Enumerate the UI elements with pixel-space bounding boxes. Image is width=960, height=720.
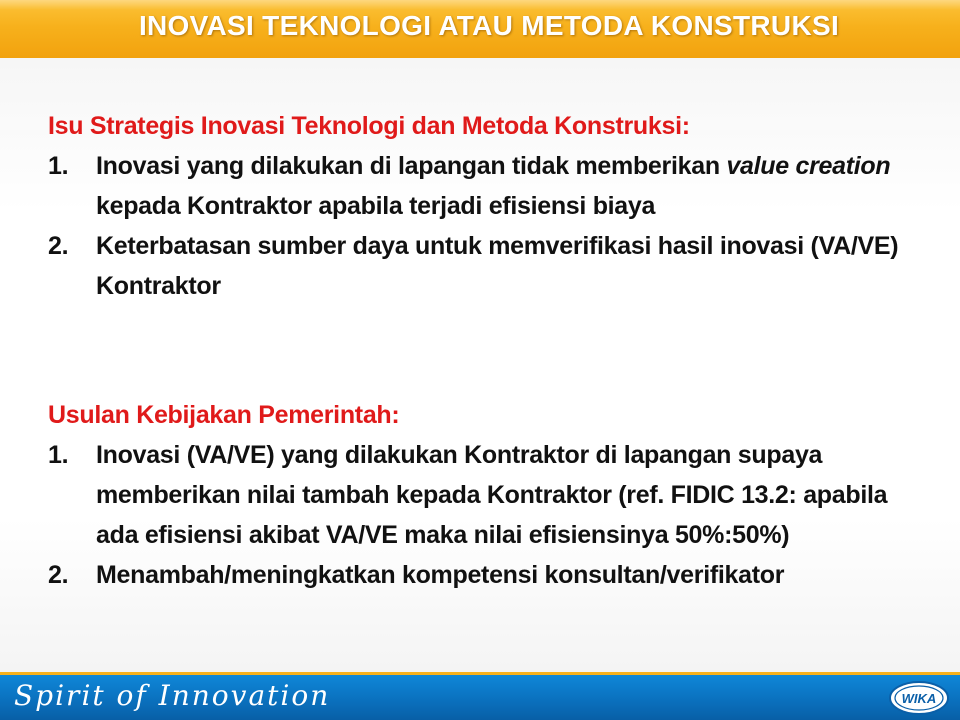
list-number: 1. bbox=[48, 152, 69, 180]
section-heading: Usulan Kebijakan Pemerintah: bbox=[48, 401, 400, 429]
footer-tagline: Spirit of Innovation bbox=[14, 679, 331, 712]
slide-title: INOVASI TEKNOLOGI ATAU METODA KONSTRUKSI bbox=[138, 10, 840, 41]
list-number: 2. bbox=[48, 232, 69, 260]
slide-content bbox=[0, 58, 960, 672]
list-number: 1. bbox=[48, 441, 69, 469]
list-text bbox=[96, 146, 928, 226]
title-bar-shine bbox=[0, 0, 960, 10]
list-text: Menambah/meningkatkan kompetensi konsultan/verifikator bbox=[96, 561, 785, 589]
title-bar bbox=[0, 0, 960, 58]
list-item bbox=[48, 555, 928, 595]
list-text-part: Inovasi yang dilakukan di lapangan tidak memberikan bbox=[96, 152, 727, 180]
list-item bbox=[48, 146, 928, 226]
list-number: 2. bbox=[48, 561, 69, 589]
section-policy-proposal bbox=[48, 395, 928, 595]
list-text: Inovasi (VA/VE) yang dilakukan Kontraktor di lapangan supaya memberikan nilai tambah kepada Kontraktor (ref. FIDIC 13.2: apabila ada efisiensi akibat VA/VE maka nilai efisiensinya 50%:50%) bbox=[96, 441, 888, 549]
wika-logo-icon bbox=[888, 680, 950, 716]
logo-text: WIKA bbox=[901, 691, 937, 706]
footer-bar bbox=[0, 672, 960, 720]
list-item bbox=[48, 226, 928, 306]
list-text-part: kepada Kontraktor apabila terjadi efisiensi biaya bbox=[96, 192, 656, 220]
list-text: Keterbatasan sumber daya untuk memverifikasi hasil inovasi (VA/VE) Kontraktor bbox=[96, 232, 899, 300]
section-strategic-issues bbox=[48, 106, 928, 306]
list-item bbox=[48, 435, 928, 555]
section-heading: Isu Strategis Inovasi Teknologi dan Metoda Konstruksi: bbox=[48, 112, 690, 140]
list-text-emphasis: value creation bbox=[726, 152, 891, 180]
